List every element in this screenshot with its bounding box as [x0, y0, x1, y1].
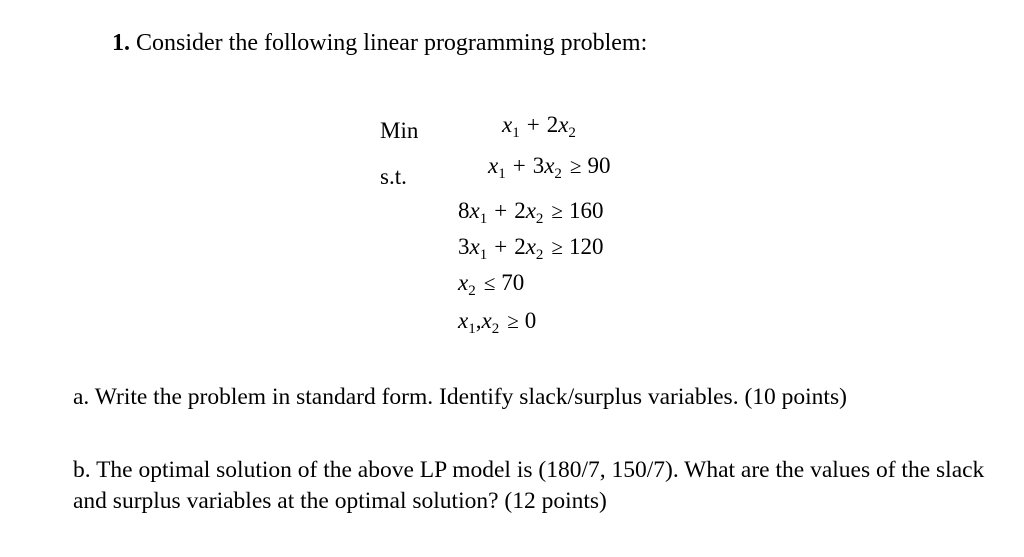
objective-function: $x_1 + 2x_2$	[502, 112, 576, 141]
constraint-3: $3x_1 + 2x_2 \ge 120$	[458, 234, 604, 263]
question-title	[112, 30, 647, 57]
objective-label: Min	[380, 118, 419, 143]
question-number: 1.	[112, 30, 130, 56]
question-intro: Consider the following linear programming problem:	[136, 30, 648, 56]
constraint-nonnegativity: $x_1,x_2 \ge 0$	[458, 308, 537, 337]
constraint-1: $x_1 + 3x_2 \ge 90$	[488, 153, 611, 182]
part-b: b. The optimal solution of the above LP model is (180/7, 150/7). What are the values of the slack and surplus variables at the optimal solution? (12 points)	[73, 457, 985, 514]
constraints-label: s.t.	[380, 164, 407, 189]
constraint-2: $8x_1 + 2x_2 \ge 160$	[458, 198, 604, 227]
part-a: a. Write the problem in standard form. Identify slack/surplus variables. (10 points)	[73, 384, 847, 410]
constraint-4: $x_2 \le 70$	[458, 270, 525, 299]
